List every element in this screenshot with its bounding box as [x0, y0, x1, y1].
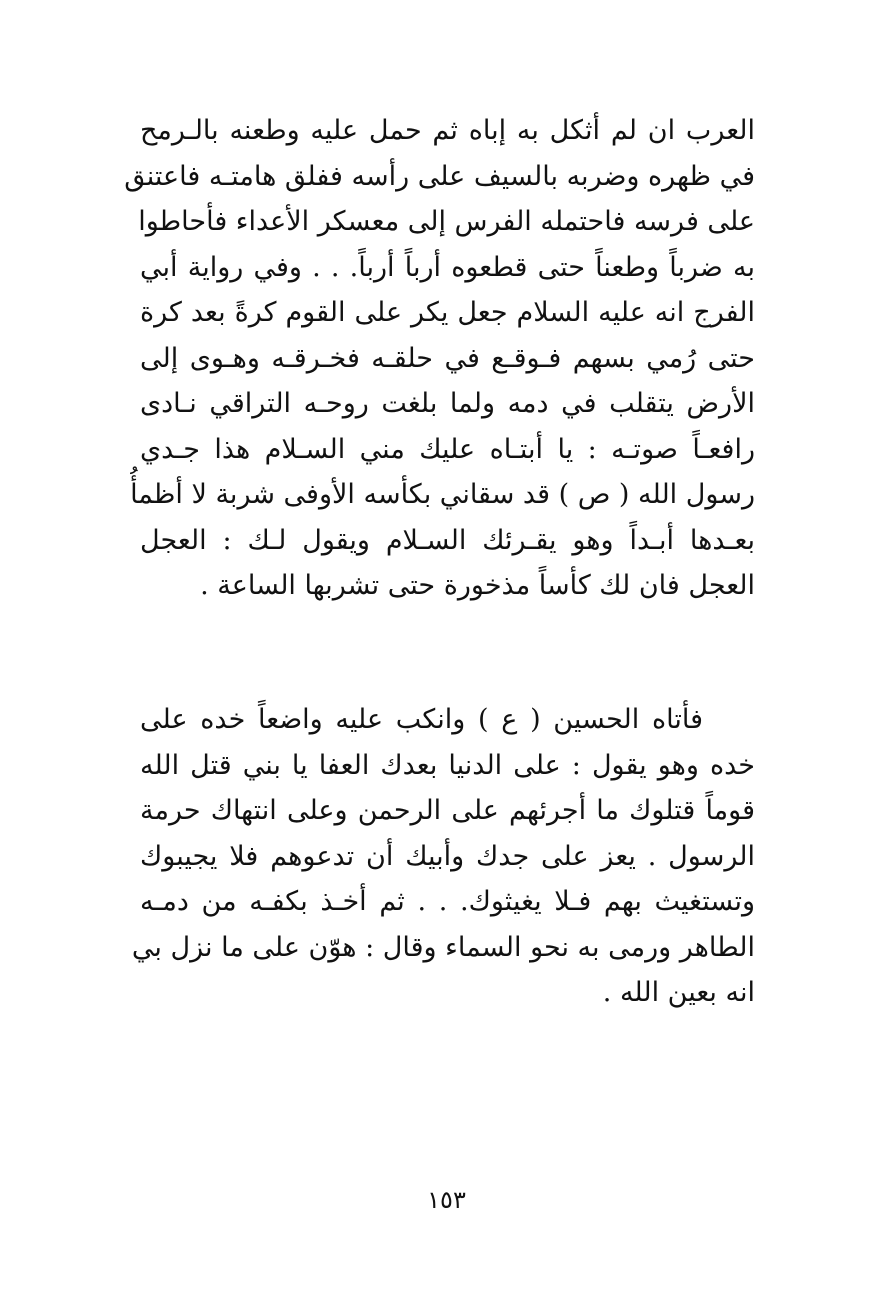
text-line: وتستغيث بهم فـلا يغيثوك. . . ثم أخـذ بكفـه من دمـه — [140, 886, 755, 917]
text-line: خده وهو يقول : على الدنيا بعدك العفا يا بني قتل الله — [140, 749, 755, 781]
text-line: قوماً قتلوك ما أجرئهم على الرحمن وعلى انتهاك حرمة — [140, 795, 755, 826]
text-line: رسول الله ( ص ) قد سقاني بكأسه الأوفى شربة لا أظمأُ — [130, 479, 755, 510]
text-line: الفرج انه عليه السلام جعل يكر على القوم كرةً بعد كرة — [140, 297, 755, 328]
paragraph-1 — [124, 108, 755, 609]
text-line: الرسول . يعز على جدك وأبيك أن تدعوهم فلا يجيبوك — [140, 840, 755, 872]
text-line: في ظهره وضربه بالسيف على رأسه ففلق هامتـه فاعتنق — [124, 160, 755, 192]
page-number: ١٥٣ — [427, 1186, 466, 1214]
text-line: انه بعين الله . — [602, 977, 755, 1008]
text-line: الأرض يتقلب في دمه ولما بلغت روحـه التراقي نـادى — [140, 388, 755, 419]
text-line: حتى رُمي بسهم فـوقـع في حلقـه فخـرقـه وهـوى إلى — [140, 342, 755, 374]
text-line: بعـدها أبـداً وهو يقـرئك السـلام ويقول لـك : العجل — [140, 524, 755, 556]
text-line: العرب ان لم أثكل به إباه ثم حمل عليه وطعنه بالـرمح — [140, 115, 755, 146]
text-line: رافعـاً صوتـه : يا أبتـاه عليك مني السـلام هذا جـدي — [140, 433, 755, 465]
text-line: العجل فان لك كأساً مذخورة حتى تشربها الساعة . — [200, 570, 755, 601]
text-line: على فرسه فاحتمله الفرس إلى معسكر الأعداء فأحاطوا — [138, 206, 755, 237]
paragraph-2 — [131, 697, 755, 1016]
text-line: فأتاه الحسين ( ع ) وانكب عليه واضعاً خده على — [140, 704, 703, 735]
text-line: الطاهر ورمى به نحو السماء وقال : هوّن على ما نزل بي — [131, 931, 755, 963]
text-line: به ضرباً وطعناً حتى قطعوه أرباً أرباً. . . وفي رواية أبي — [140, 251, 755, 283]
